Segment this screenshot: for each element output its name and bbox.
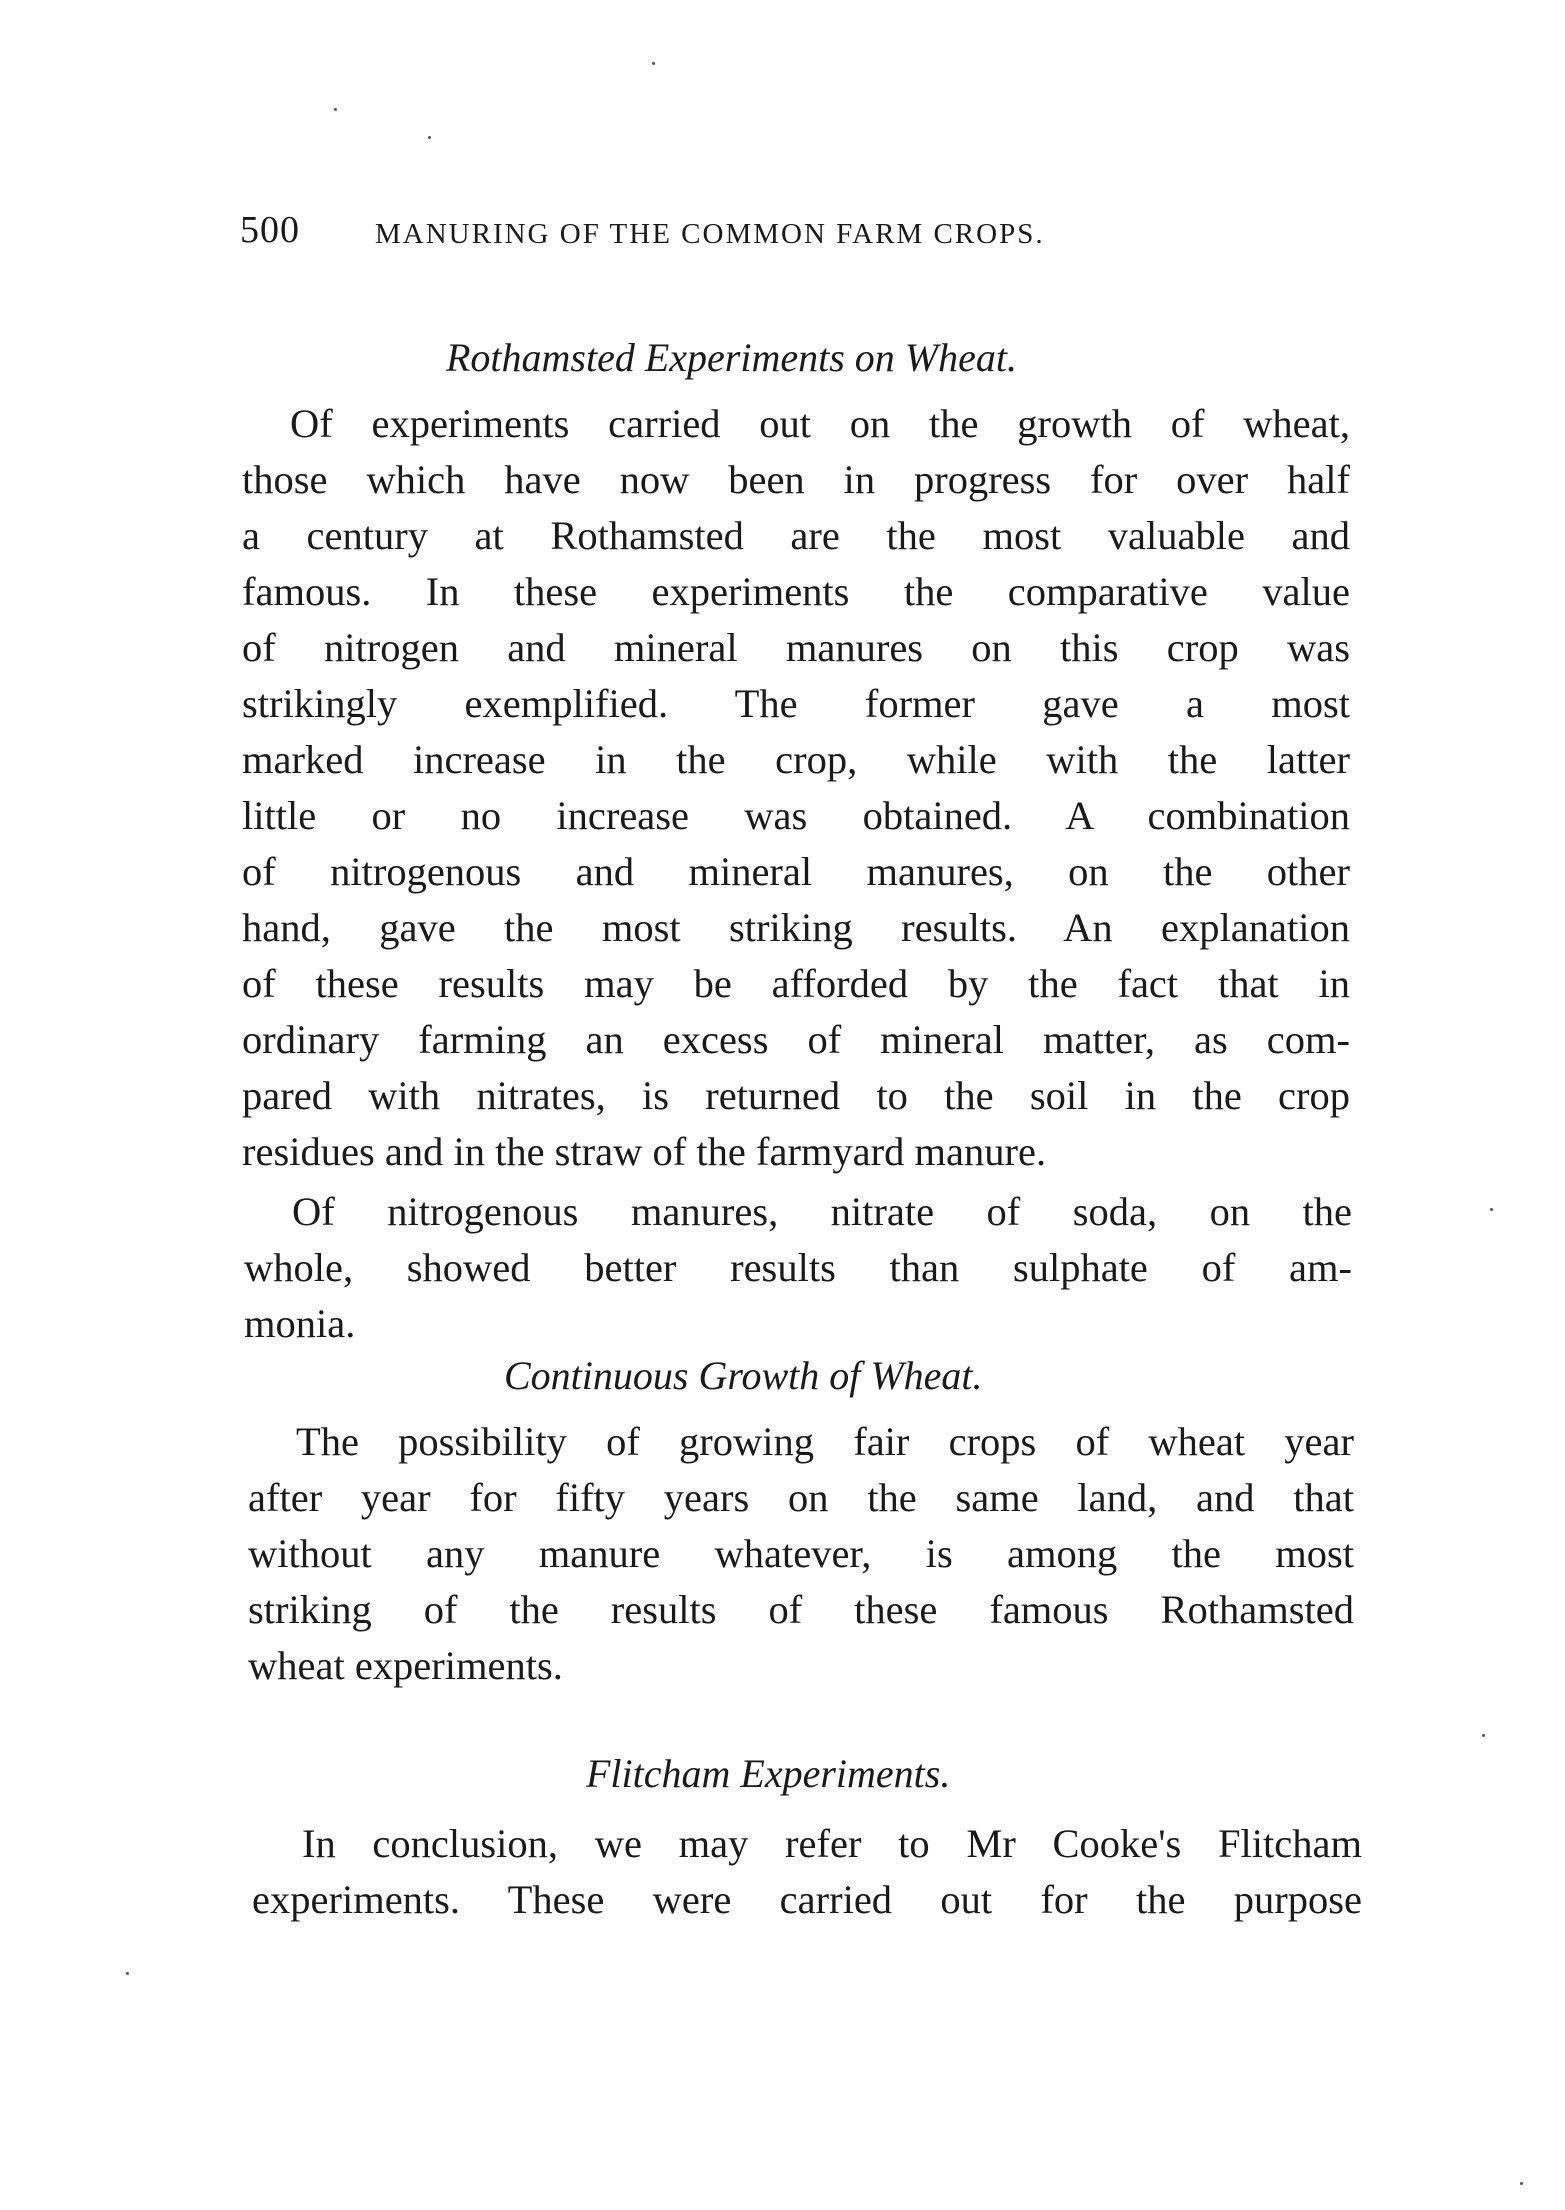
text-line: striking of the results of these famous Rothamsted <box>248 1587 1354 1632</box>
text-line: hand, gave the most striking results. An explanation <box>242 905 1350 950</box>
section-heading: Flitcham Experiments. <box>586 1751 951 1796</box>
text-line: little or no increase was obtained. A combination <box>242 793 1350 838</box>
text-line: after year for fifty years on the same land, and that <box>248 1475 1354 1520</box>
page-number: 500 <box>240 209 300 251</box>
scan-speck <box>126 1972 129 1975</box>
section-heading: Continuous Growth of Wheat. <box>504 1353 983 1398</box>
text-line: those which have now been in progress for over half <box>242 457 1350 502</box>
text-line: strikingly exemplified. The former gave a most <box>242 681 1350 726</box>
scan-speck <box>1520 2182 1523 2185</box>
text-line: of nitrogenous and mineral manures, on the other <box>242 849 1350 894</box>
text-line: pared with nitrates, is returned to the soil in the crop <box>242 1073 1350 1118</box>
text-line: In conclusion, we may refer to Mr Cooke's Flitcham <box>302 1821 1362 1866</box>
text-line: experiments. These were carried out for the purpose <box>252 1877 1362 1922</box>
section-heading: Rothamsted Experiments on Wheat. <box>446 335 1017 380</box>
scan-speck <box>334 108 337 111</box>
text-line: without any manure whatever, is among the most <box>248 1531 1354 1576</box>
text-line: ordinary farming an excess of mineral matter, as com- <box>242 1017 1350 1062</box>
text-line: of these results may be afforded by the fact that in <box>242 961 1350 1006</box>
text-line: residues and in the straw of the farmyard manure. <box>242 1129 1047 1174</box>
text-line: whole, showed better results than sulphate of am- <box>244 1245 1352 1290</box>
text-line: Of nitrogenous manures, nitrate of soda, on the <box>292 1189 1352 1234</box>
scan-speck <box>1490 1208 1493 1211</box>
scan-speck <box>652 62 655 65</box>
scan-speck <box>428 136 431 139</box>
text-line: famous. In these experiments the comparative value <box>242 569 1350 614</box>
text-line: The possibility of growing fair crops of wheat year <box>296 1419 1354 1464</box>
text-line: Of experiments carried out on the growth of wheat, <box>290 401 1350 446</box>
running-head-title: MANURING OF THE COMMON FARM CROPS. <box>375 218 1045 250</box>
scan-speck <box>1482 1734 1485 1737</box>
text-line: wheat experiments. <box>248 1643 563 1688</box>
text-line: a century at Rothamsted are the most valuable and <box>242 513 1350 558</box>
text-line: marked increase in the crop, while with the latter <box>242 737 1350 782</box>
text-line: of nitrogen and mineral manures on this crop was <box>242 625 1350 670</box>
text-line: monia. <box>244 1301 356 1346</box>
running-head <box>240 200 1240 260</box>
